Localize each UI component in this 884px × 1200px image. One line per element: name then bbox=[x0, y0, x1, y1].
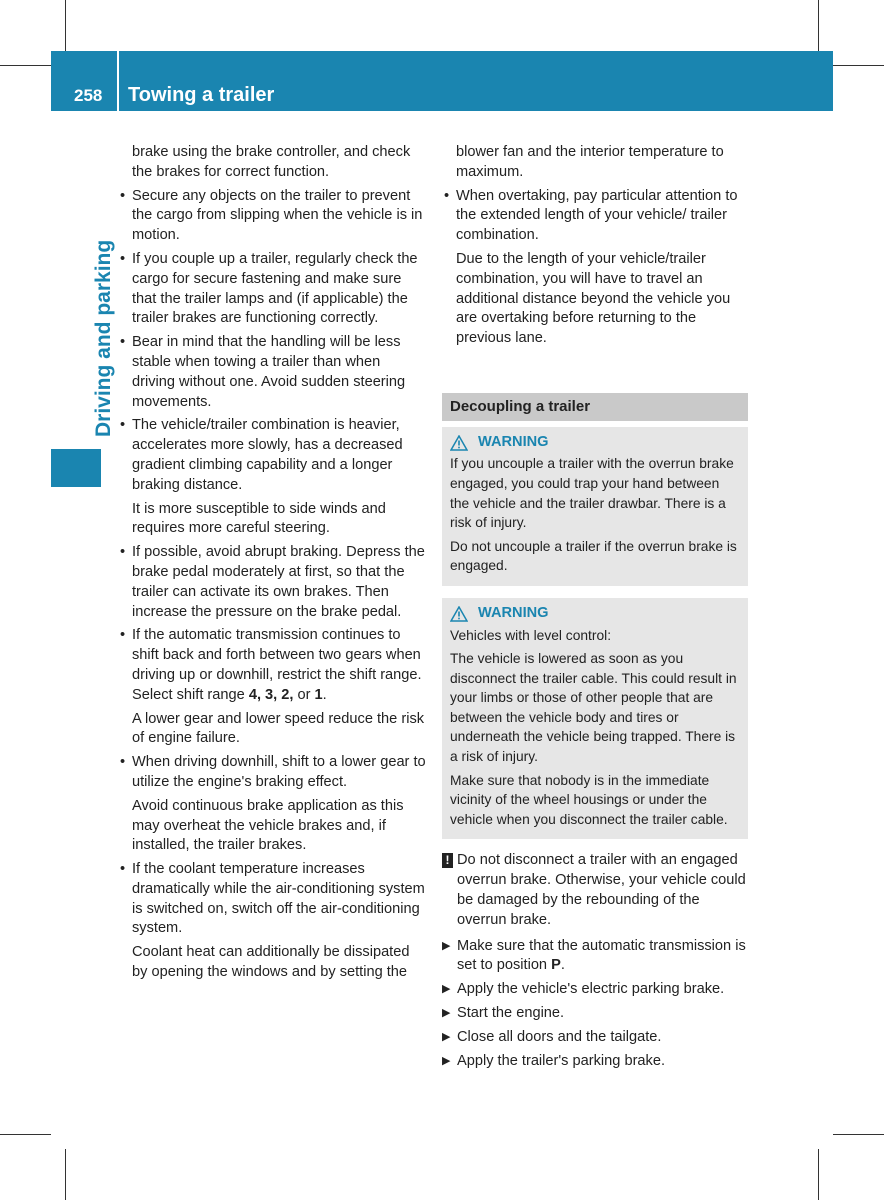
step-item bbox=[442, 937, 748, 977]
left-column bbox=[118, 143, 426, 987]
exclamation-icon: ! bbox=[442, 853, 453, 868]
triangle-right-icon: ▶ bbox=[442, 983, 451, 996]
section-title: Towing a trailer bbox=[128, 84, 275, 106]
warning-text: Vehicles with level control: bbox=[450, 627, 612, 643]
list-item: • When driving downhill, shift to a lower gear to utilize the engine's braking effect. bbox=[132, 753, 426, 793]
warning-box bbox=[442, 427, 748, 586]
step-text: Apply the vehicle's electric parking brake. bbox=[457, 981, 725, 998]
triangle-right-icon: ▶ bbox=[442, 1030, 451, 1043]
notice-text: Do not disconnect a trailer with an engaged overrun brake. Otherwise, your vehicle could be damaged by the rebounding of the overrun brake. bbox=[457, 852, 746, 928]
step-item bbox=[442, 980, 748, 1000]
warning-title bbox=[450, 604, 740, 624]
paragraph: Avoid continuous brake application as this may overheat the vehicle brakes and, if installed, the trailer brakes. bbox=[132, 797, 404, 854]
step-item bbox=[442, 1004, 748, 1024]
text: or bbox=[293, 686, 315, 703]
crop-mark bbox=[833, 65, 884, 66]
crop-mark bbox=[818, 0, 819, 51]
shift-ranges: 4, 3, 2, bbox=[248, 686, 294, 703]
list-item: • If you couple up a trailer, regularly check the cargo for secure fastening and make sure that the trailer lamps and (if applicable) the trailer brakes are functioning correctly. bbox=[132, 250, 426, 329]
warning-text: If you uncouple a trailer with the overrun brake engaged, you could trap your hand between the vehicle and the trailer drawbar. There is a risk of injury. bbox=[450, 456, 734, 531]
step-item bbox=[442, 1052, 748, 1072]
triangle-right-icon: ▶ bbox=[442, 939, 451, 952]
crop-mark bbox=[818, 1149, 819, 1200]
list-item: • If possible, avoid abrupt braking. Depress the brake pedal moderately at first, so that the trailer can activate its own brakes. Then increase the pressure on the brake pedal. bbox=[132, 543, 426, 622]
list-item bbox=[132, 626, 426, 705]
crop-mark bbox=[0, 65, 51, 66]
warning-triangle-icon bbox=[450, 606, 468, 622]
warning-text: Make sure that nobody is in the immediate vicinity of the wheel housings or under the vehicle when you disconnect the trailer cable. bbox=[450, 772, 728, 827]
section-heading: Decoupling a trailer bbox=[442, 393, 748, 421]
sidebar-tab bbox=[51, 449, 101, 487]
triangle-right-icon: ▶ bbox=[442, 1054, 451, 1067]
text: . bbox=[322, 686, 327, 703]
triangle-right-icon: ▶ bbox=[442, 1007, 451, 1020]
crop-mark bbox=[0, 1134, 51, 1135]
paragraph: It is more susceptible to side winds and requires more careful steering. bbox=[132, 500, 386, 537]
page-number: 258 bbox=[74, 86, 103, 105]
sidebar-label: Driving and parking bbox=[92, 239, 115, 437]
list-item: • When overtaking, pay particular attention to the extended length of your vehicle/ trailer combination. bbox=[456, 187, 748, 246]
list-item: • Bear in mind that the handling will be less stable when towing a trailer than when driving without one. Avoid sudden steering movements. bbox=[132, 333, 426, 412]
gear-position: P bbox=[551, 957, 561, 974]
list-item: • If the coolant temperature increases dramatically while the air-conditioning system is switched on, switch off the air-conditioning system. bbox=[132, 860, 426, 939]
warning-text: Do not uncouple a trailer if the overrun brake is engaged. bbox=[450, 538, 737, 574]
step-text: Make sure that the automatic transmission is set to position bbox=[457, 937, 746, 974]
warning-label: WARNING bbox=[478, 604, 549, 621]
paragraph: brake using the brake controller, and check the brakes for correct function. bbox=[132, 144, 411, 180]
crop-mark bbox=[65, 1149, 66, 1200]
crop-mark bbox=[833, 1134, 884, 1135]
paragraph: Due to the length of your vehicle/trailer combination, you will have to travel an additional distance beyond the vehicle you are overtaking before returning to the previous lane. bbox=[456, 250, 731, 347]
paragraph: A lower gear and lower speed reduce the risk of engine failure. bbox=[132, 710, 425, 747]
step-text: Apply the trailer's parking brake. bbox=[457, 1052, 666, 1069]
warning-label: WARNING bbox=[478, 433, 549, 450]
step-item bbox=[442, 1028, 748, 1048]
right-column bbox=[442, 143, 748, 1075]
warning-text: The vehicle is lowered as soon as you disconnect the trailer cable. This could result in your limbs or those of other people that are between the vehicle body and tires or underneath the vehicle being trapped. There is a risk of injury. bbox=[450, 651, 737, 765]
header-divider bbox=[117, 51, 119, 111]
text: . bbox=[560, 957, 565, 974]
step-text: Start the engine. bbox=[457, 1005, 565, 1022]
warning-title bbox=[450, 433, 740, 453]
list-item: • Secure any objects on the trailer to prevent the cargo from slipping when the vehicle is in motion. bbox=[132, 187, 426, 246]
warning-triangle-icon bbox=[450, 435, 468, 451]
warning-box bbox=[442, 598, 748, 840]
list-item: • The vehicle/trailer combination is heavier, accelerates more slowly, has a decreased gradient climbing capability and a longer braking distance. bbox=[132, 416, 426, 495]
step-text: Close all doors and the tailgate. bbox=[457, 1028, 662, 1045]
paragraph: blower fan and the interior temperature to maximum. bbox=[456, 144, 724, 180]
crop-mark bbox=[65, 0, 66, 51]
shift-range: 1 bbox=[314, 686, 323, 703]
paragraph: Coolant heat can additionally be dissipated by opening the windows and by setting the bbox=[132, 944, 410, 981]
text: If the automatic transmission continues to shift back and forth between two gears when driving up or downhill, restrict the shift range. Select shift range bbox=[132, 627, 422, 703]
notice bbox=[445, 851, 748, 930]
